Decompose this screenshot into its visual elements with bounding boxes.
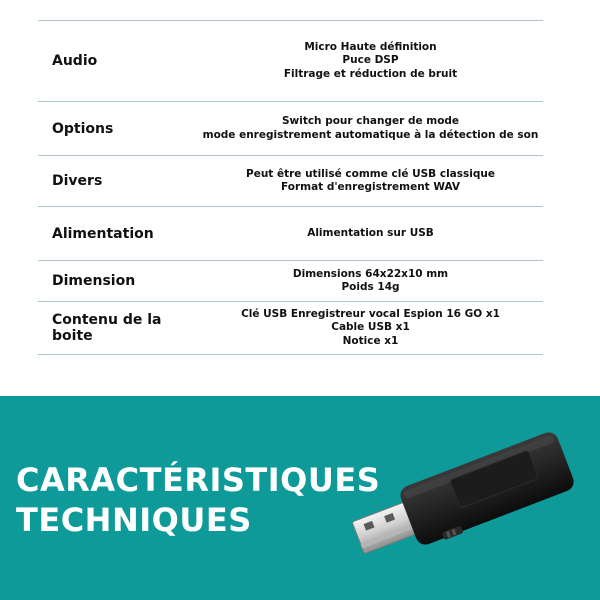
spec-row-options [38, 101, 543, 155]
spec-value-line: Puce DSP [342, 54, 399, 67]
spec-value-line: Notice x1 [342, 334, 399, 347]
spec-value [198, 168, 543, 195]
spec-value [198, 268, 543, 295]
spec-value-line: Peut être utilisé comme clé USB classique [246, 167, 495, 180]
spec-label: Contenu de la boite [52, 312, 162, 344]
spec-label: Alimentation [52, 225, 154, 242]
spec-value-line: Poids 14g [341, 281, 400, 293]
spec-value-line: Cable USB x1 [331, 321, 410, 334]
spec-value-line: mode enregistrement automatique à la détection de son [202, 128, 539, 141]
spec-label: Dimension [52, 273, 136, 289]
spec-label: Options [52, 120, 114, 137]
spec-row-divers [38, 155, 543, 206]
usb-drive-icon [345, 418, 585, 578]
spec-row-dimension [38, 260, 543, 301]
spec-table [38, 20, 543, 355]
spec-value [198, 115, 543, 142]
spec-row-contenu [38, 301, 543, 355]
spec-value-line: Switch pour changer de mode [281, 115, 460, 127]
spec-row-alimentation [38, 206, 543, 260]
spec-value [198, 41, 543, 82]
spec-value-line: Filtrage et réduction de bruit [283, 67, 458, 80]
spec-label: Audio [52, 53, 98, 69]
banner-title [16, 460, 380, 540]
spec-value-line: Dimensions 64x22x10 mm [292, 267, 449, 280]
spec-value [198, 308, 543, 349]
spec-label: Divers [52, 173, 103, 189]
spec-value-line: Alimentation sur USB [307, 226, 434, 239]
spec-value-line: Micro Haute définition [304, 40, 437, 53]
spec-value [198, 227, 543, 241]
spec-value-line: Clé USB Enregistreur vocal Espion 16 GO x1 [241, 307, 500, 320]
spec-value-line: Format d'enregistrement WAV [280, 181, 460, 193]
banner-title-line2: TECHNIQUES [16, 501, 252, 539]
banner-title-line1: CARACTÉRISTIQUES [16, 461, 381, 499]
spec-row-audio [38, 20, 543, 101]
